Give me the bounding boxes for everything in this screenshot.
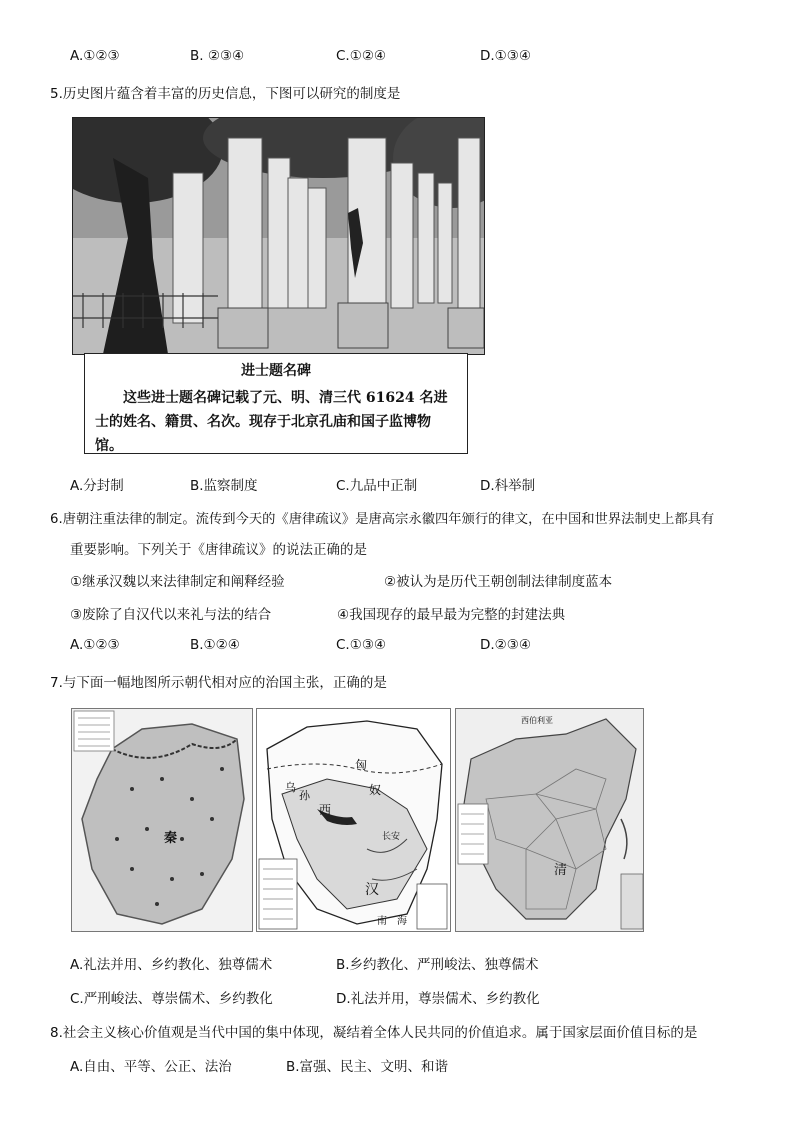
caption-title: 进士题名碑 <box>241 363 311 379</box>
map-qin-label: 秦 <box>164 831 178 846</box>
q7-stem: 7.与下面一幅地图所示朝代相对应的治国主张，正确的是 <box>50 675 387 691</box>
q7-option-b: B.乡约教化、严刑峻法、独尊儒术 <box>336 957 539 973</box>
map-han-label-nan: 南 <box>377 916 387 927</box>
q4-option-d: D.①③④ <box>480 48 531 64</box>
q5-option-b: B.监察制度 <box>190 478 258 494</box>
q7-option-d: D.礼法并用，尊崇儒术、乡约教化 <box>336 991 540 1007</box>
q5-stem: 5.历史图片蕴含着丰富的历史信息，下图可以研究的制度是 <box>50 86 401 102</box>
map-han-label-xiong: 匈 <box>355 758 368 772</box>
caption-body: 这些进士题名碑记载了元、明、清三代 61624 名进士的姓名、籍贯、名次。现存于北京孔庙和国子监博物馆。 <box>95 390 448 454</box>
map-han-label-wu: 乌 <box>285 781 296 794</box>
q4-option-c: C.①②④ <box>336 48 387 64</box>
map-qin-graphic <box>72 709 252 931</box>
map-western-han <box>256 708 451 932</box>
stele-photo-graphic <box>73 118 484 354</box>
q6-stem-line2: 重要影响。下列关于《唐律疏议》的说法正确的是 <box>70 542 367 558</box>
q6-statement-3: ③废除了自汉代以来礼与法的结合 <box>70 607 272 623</box>
q4-option-a: A.①②③ <box>70 48 120 64</box>
q6-option-b: B.①②④ <box>190 637 240 653</box>
q6-option-a: A.①②③ <box>70 637 120 653</box>
map-han-label-hai: 海 <box>397 916 407 927</box>
map-han-label-xi: 西 <box>319 803 332 817</box>
q6-stem-line1: 6.唐朝注重法律的制定。流传到今天的《唐律疏议》是唐高宗永徽四年颁行的律文，在中国和世界法制史上都具有 <box>50 512 715 527</box>
q6-statement-4: ④我国现存的最早最为完整的封建法典 <box>337 607 566 623</box>
map-qing-label: 清 <box>554 863 568 878</box>
q6-statement-1: ①继承汉魏以来法律制定和阐释经验 <box>70 574 285 590</box>
q8-option-b: B.富强、民主、文明、和谐 <box>286 1059 449 1075</box>
map-han-label-changan: 长安 <box>382 832 401 842</box>
map-han-label-sun: 孙 <box>299 789 310 802</box>
q6-option-d: D.②③④ <box>480 637 531 653</box>
q7-option-a: A.礼法并用、乡约教化、独尊儒术 <box>70 957 273 973</box>
q8-option-a: A.自由、平等、公正、法治 <box>70 1059 232 1075</box>
q5-option-c: C.九品中正制 <box>336 478 418 494</box>
map-qing-graphic <box>456 709 643 931</box>
q5-option-a: A.分封制 <box>70 478 124 494</box>
map-qing <box>455 708 644 932</box>
q4-option-b: B. ②③④ <box>190 48 245 64</box>
q5-option-d: D.科举制 <box>480 478 536 494</box>
q6-option-c: C.①③④ <box>336 637 387 653</box>
q8-stem: 8.社会主义核心价值观是当代中国的集中体现，凝结着全体人民共同的价值追求。属于国家层面价值目标的是 <box>50 1025 698 1041</box>
stele-photo <box>72 117 485 355</box>
map-qin <box>71 708 253 932</box>
map-han-label-han: 汉 <box>365 882 379 898</box>
q7-option-c: C.严刑峻法、尊崇儒术、乡约教化 <box>70 991 273 1007</box>
map-qing-siberia: 西伯利亚 <box>521 716 553 725</box>
caption-box <box>84 353 468 454</box>
q6-statement-2: ②被认为是历代王朝创制法律制度蓝本 <box>384 574 613 590</box>
map-han-label-nu: 奴 <box>369 783 382 797</box>
map-han-graphic <box>257 709 450 931</box>
